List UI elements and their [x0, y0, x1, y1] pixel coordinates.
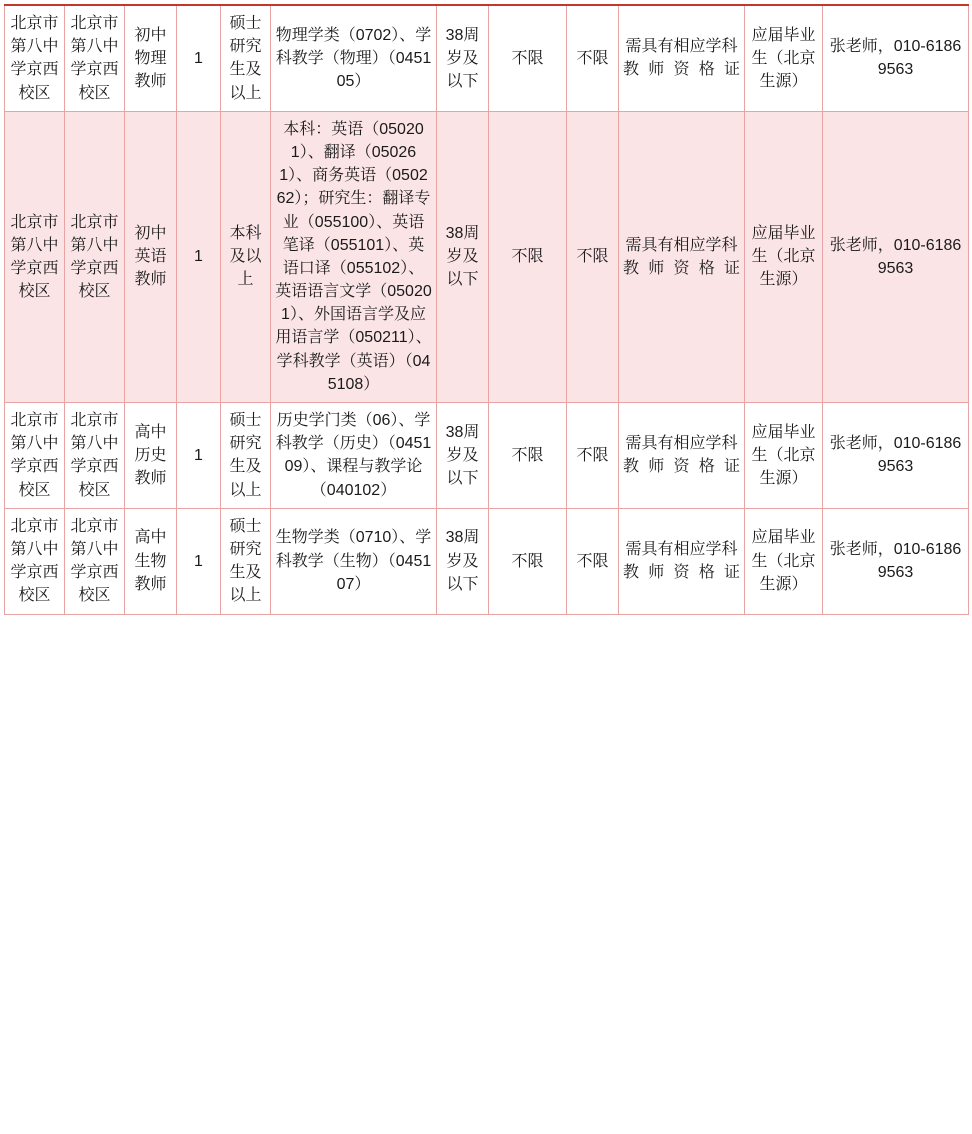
- cell-other-requirements: 需具有相应学科教师资格证: [619, 111, 745, 402]
- cell-count: 1: [177, 508, 221, 614]
- cell-post: 高中历史教师: [125, 403, 177, 509]
- recruitment-table: [4, 4, 969, 615]
- table-row: [5, 403, 969, 509]
- cell-political: 不限: [567, 5, 619, 111]
- cell-gender: 不限: [489, 5, 567, 111]
- cell-post: 初中物理教师: [125, 5, 177, 111]
- cell-source: 应届毕业生（北京生源）: [745, 111, 823, 402]
- cell-unit: 北京市第八中学京西校区: [5, 111, 65, 402]
- cell-age: 38周岁及以下: [437, 5, 489, 111]
- cell-post: 初中英语教师: [125, 111, 177, 402]
- cell-political: 不限: [567, 111, 619, 402]
- cell-gender: 不限: [489, 508, 567, 614]
- cell-major: 物理学类（0702）、学科教学（物理）（045105）: [271, 5, 437, 111]
- cell-other-requirements: 需具有相应学科教师资格证: [619, 508, 745, 614]
- cell-school: 北京市第八中学京西校区: [65, 5, 125, 111]
- cell-major: 本科：英语（050201）、翻译（050261）、商务英语（050262）；研究生：翻译专业（055100）、英语笔译（055101）、英语口译（055102）、英语语言文学（050201）、外国语言学及应用语言学（050211）、学科教学（英语）（045108）: [271, 111, 437, 402]
- table-row: [5, 508, 969, 614]
- cell-unit: 北京市第八中学京西校区: [5, 403, 65, 509]
- cell-age: 38周岁及以下: [437, 403, 489, 509]
- cell-school: 北京市第八中学京西校区: [65, 111, 125, 402]
- cell-count: 1: [177, 111, 221, 402]
- cell-degree: 硕士研究生及以上: [221, 403, 271, 509]
- table-body: [5, 5, 969, 614]
- cell-major: 历史学门类（06）、学科教学（历史）（045109）、课程与教学论（040102）: [271, 403, 437, 509]
- cell-degree: 硕士研究生及以上: [221, 5, 271, 111]
- cell-post: 高中生物教师: [125, 508, 177, 614]
- cell-school: 北京市第八中学京西校区: [65, 403, 125, 509]
- cell-contact: 张老师，010-61869563: [823, 111, 969, 402]
- cell-political: 不限: [567, 508, 619, 614]
- cell-count: 1: [177, 403, 221, 509]
- cell-other-requirements: 需具有相应学科教师资格证: [619, 403, 745, 509]
- cell-other-requirements: 需具有相应学科教师资格证: [619, 5, 745, 111]
- cell-school: 北京市第八中学京西校区: [65, 508, 125, 614]
- table-row: [5, 5, 969, 111]
- cell-major: 生物学类（0710）、学科教学（生物）（045107）: [271, 508, 437, 614]
- cell-unit: 北京市第八中学京西校区: [5, 5, 65, 111]
- cell-source: 应届毕业生（北京生源）: [745, 5, 823, 111]
- cell-age: 38周岁及以下: [437, 111, 489, 402]
- cell-source: 应届毕业生（北京生源）: [745, 508, 823, 614]
- cell-gender: 不限: [489, 403, 567, 509]
- cell-age: 38周岁及以下: [437, 508, 489, 614]
- cell-degree: 本科及以上: [221, 111, 271, 402]
- table-row: [5, 111, 969, 402]
- cell-degree: 硕士研究生及以上: [221, 508, 271, 614]
- cell-contact: 张老师，010-61869563: [823, 403, 969, 509]
- cell-political: 不限: [567, 403, 619, 509]
- cell-contact: 张老师，010-61869563: [823, 508, 969, 614]
- cell-source: 应届毕业生（北京生源）: [745, 403, 823, 509]
- cell-count: 1: [177, 5, 221, 111]
- cell-gender: 不限: [489, 111, 567, 402]
- cell-contact: 张老师，010-61869563: [823, 5, 969, 111]
- cell-unit: 北京市第八中学京西校区: [5, 508, 65, 614]
